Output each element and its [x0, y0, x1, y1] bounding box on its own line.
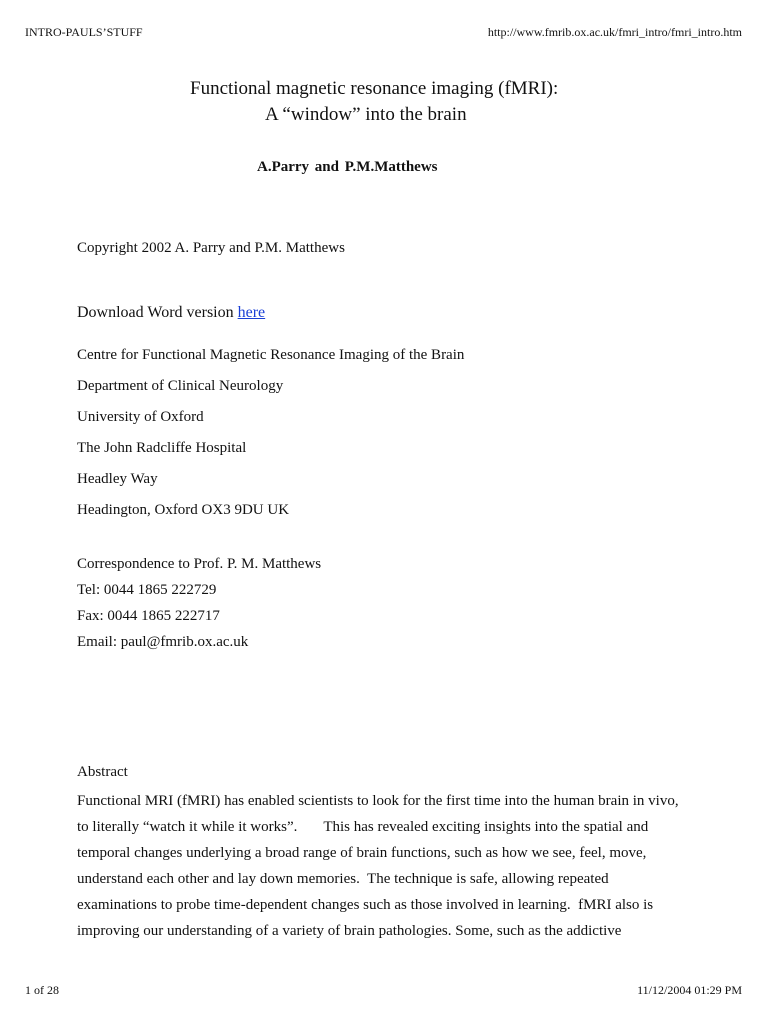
affiliation-line: The John Radcliffe Hospital: [77, 440, 247, 456]
affiliation-line: Department of Clinical Neurology: [77, 378, 284, 394]
contact-line: Tel: 0044 1865 222729: [77, 582, 217, 598]
abstract-line: temporal changes underlying a broad range of brain functions, such as how we see, feel, move,: [77, 845, 647, 861]
abstract-line: Functional MRI (fMRI) has enabled scientists to look for the first time into the human brain in vivo,: [77, 793, 679, 809]
affiliation-line: Centre for Functional Magnetic Resonance Imaging of the Brain: [77, 347, 465, 363]
abstract-paragraph: [77, 788, 697, 944]
abstract-line: understand each other and lay down memories. The technique is safe, allowing repeated: [77, 871, 609, 887]
copyright-notice: Copyright 2002 A. Parry and P.M. Matthews: [77, 240, 345, 256]
download-label: Download Word version: [77, 304, 238, 321]
authors: A.Parry and P.M.Matthews: [257, 159, 438, 175]
abstract-line: improving our understanding of a variety of brain pathologies. Some, such as the addictive: [77, 923, 622, 939]
title-line-2: A “window” into the brain: [265, 104, 467, 125]
affiliation-line: University of Oxford: [77, 409, 204, 425]
download-line: [77, 304, 265, 322]
page-number: 1 of 28: [25, 983, 59, 997]
print-timestamp: 11/12/2004 01:29 PM: [637, 983, 742, 997]
abstract-line: to literally “watch it while it works”. This has revealed exciting insights into the spatial and: [77, 819, 649, 835]
contact-line: Correspondence to Prof. P. M. Matthews: [77, 556, 322, 572]
abstract-heading: Abstract: [77, 764, 128, 780]
affiliation-line: Headley Way: [77, 471, 158, 487]
affiliation-line: Headington, Oxford OX3 9DU UK: [77, 502, 290, 518]
contact-line: Fax: 0044 1865 222717: [77, 608, 220, 624]
contact-line: Email: paul@fmrib.ox.ac.uk: [77, 634, 249, 650]
abstract-line: examinations to probe time-dependent changes such as those involved in learning. fMRI also is: [77, 897, 654, 913]
download-link[interactable]: here: [237, 304, 266, 321]
page-header-url: http://www.fmrib.ox.ac.uk/fmri_intro/fmri_intro.htm: [487, 25, 742, 39]
title-line-1: Functional magnetic resonance imaging (fMRI):: [190, 78, 559, 99]
page-header-source: INTRO-PAULS’STUFF: [25, 25, 143, 39]
